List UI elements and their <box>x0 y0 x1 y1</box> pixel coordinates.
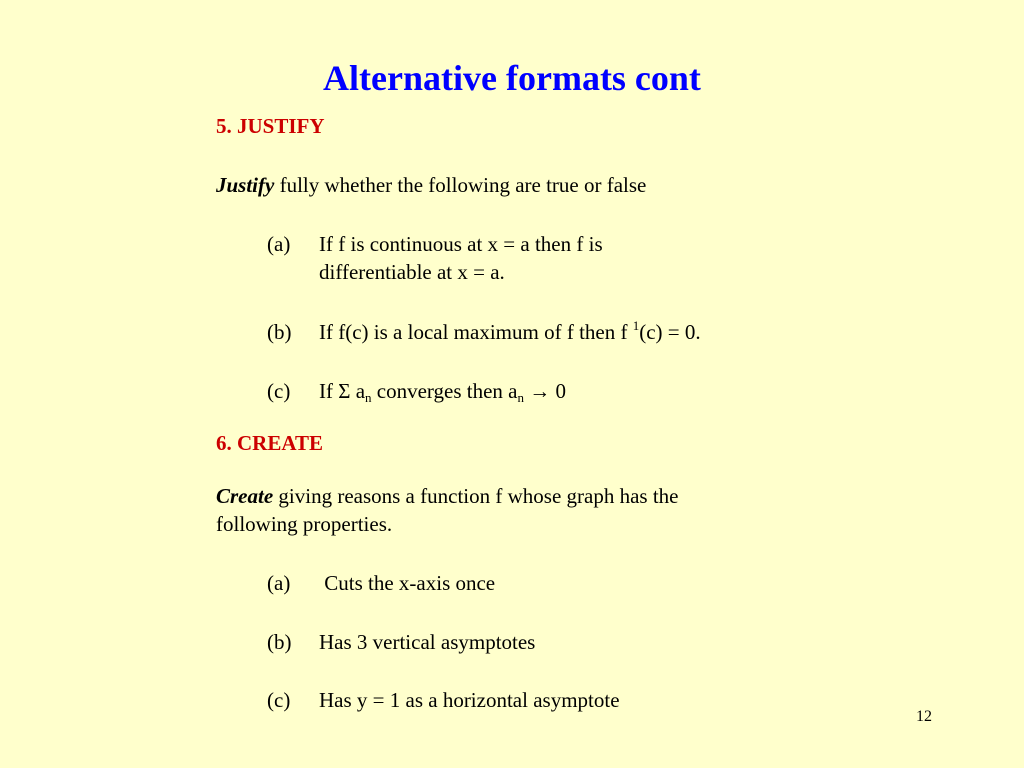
item-text: Has 3 vertical asymptotes <box>319 630 536 654</box>
page-number: 12 <box>916 708 932 725</box>
create-item-c <box>267 686 620 714</box>
item-text: Has y = 1 as a horizontal asymptote <box>319 688 620 712</box>
justify-keyword: Justify <box>216 173 275 197</box>
subscript: n <box>517 390 525 405</box>
item-text: If Σ a <box>319 379 366 403</box>
item-label: (b) <box>267 630 292 654</box>
item-text: If f(c) is a local maximum of f then f <box>319 320 633 344</box>
subscript: n <box>365 390 372 405</box>
slide-title: Alternative formats cont <box>323 58 701 98</box>
justify-item-c <box>267 377 566 405</box>
justify-heading: 5. JUSTIFY <box>216 114 325 138</box>
item-text-after: (c) = 0. <box>639 320 701 344</box>
justify-intro <box>216 171 646 199</box>
item-label: (a) <box>267 232 291 256</box>
item-text-continued: differentiable at x = a. <box>319 260 505 284</box>
item-text: If f is continuous at x = a then f is <box>319 232 603 256</box>
item-text: converges then a <box>371 379 518 403</box>
item-label: (a) <box>267 571 291 595</box>
justify-item-a <box>267 230 603 286</box>
create-item-a <box>267 569 495 597</box>
create-heading: 6. CREATE <box>216 431 323 455</box>
create-intro-text-continued: following properties. <box>216 512 393 536</box>
create-intro-text: giving reasons a function f whose graph has the <box>273 484 679 508</box>
item-text: Cuts the x-axis once <box>319 571 496 595</box>
create-item-b <box>267 628 535 656</box>
justify-intro-text: fully whether the following are true or false <box>274 173 647 197</box>
create-intro <box>216 482 678 538</box>
item-label: (c) <box>267 688 291 712</box>
justify-item-b <box>267 318 701 346</box>
item-label: (c) <box>267 379 291 403</box>
create-keyword: Create <box>216 484 274 508</box>
superscript: 1 <box>632 318 640 333</box>
item-label: (b) <box>267 320 292 344</box>
item-text: → 0 <box>524 379 567 403</box>
